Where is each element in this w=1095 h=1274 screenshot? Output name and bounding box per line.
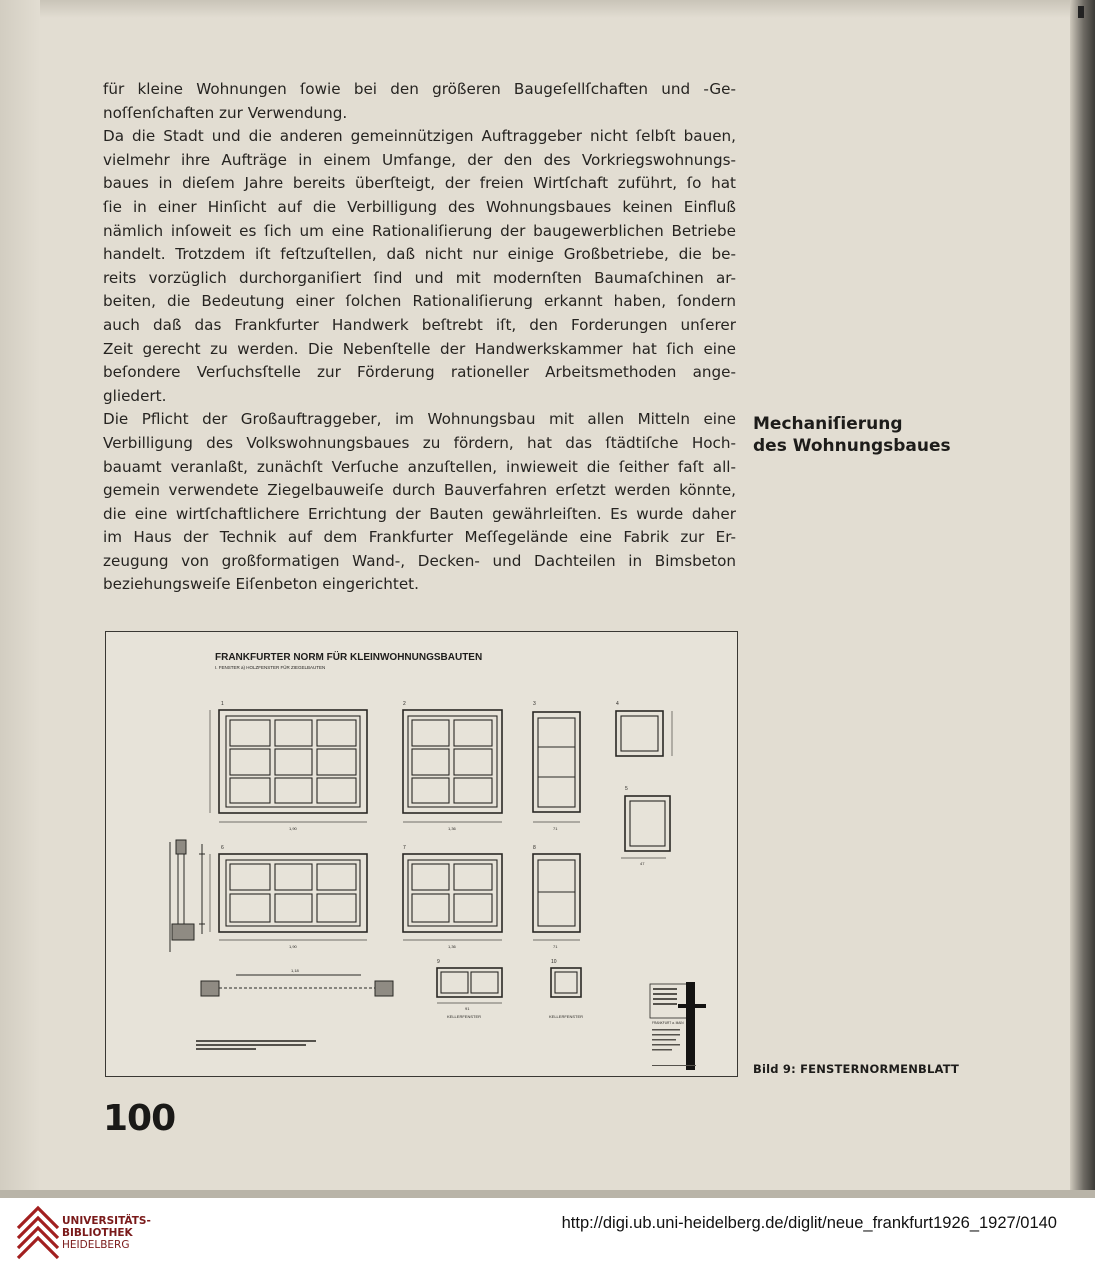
window-7-frame (403, 854, 502, 932)
page-shadow (0, 0, 1095, 18)
text-line: nämlich inſoweit es ſich um eine Rationaliſierung der baugewerblichen Betriebe (103, 221, 736, 240)
window-number: 8 (533, 845, 536, 851)
stamp-text: FRANKFURT a. MAIN (652, 1021, 684, 1025)
text-line: gemein verwendete Ziegelbauweiſe durch Bauverfahren erſetzt werden könnte, (103, 481, 736, 500)
figure-subtitle: I. FENSTER a) HOLZFENSTER FÜR ZIEGELBAUTEN (215, 665, 326, 670)
university-library-logo-icon (12, 1202, 62, 1264)
window-1-frame (219, 710, 367, 813)
text-line: ſie in einer Hinſicht auf die Verbilligung des Wohnungsbaues keinen Einfluß (103, 197, 736, 216)
margin-heading (753, 413, 951, 457)
source-url[interactable]: http://digi.ub.uni-heidelberg.de/diglit/neue_frankfurt1926_1927/0140 (561, 1214, 1057, 1232)
text-line: für kleine Wohnungen ſowie bei den größeren Baugeſellſchaften und -Ge- (103, 80, 736, 98)
window-8-frame (533, 854, 580, 932)
book-binding (1070, 0, 1095, 1198)
window-2-frame (403, 710, 502, 813)
text-line: bauamt veranlaßt, zunächſt Verſuche anzuſtellen, inwieweit die ſeither faſt all- (103, 457, 736, 476)
text-line: handelt. Trotzdem iſt feſtzuſtellen, daß nicht nur einige Großbetriebe, die be- (103, 245, 736, 264)
cellar-window-label: KELLERFENSTER (447, 1014, 482, 1019)
figure-caption: Bild 9: FENSTERNORMENBLATT (753, 1062, 960, 1076)
text-line: zeugung von großformatigen Wand-, Decken- und Dachteilen in Bimsbeton (103, 551, 736, 570)
window-number: 4 (616, 701, 619, 707)
text-line: beſondere Verſuchsſtelle zur Förderung rationeller Arbeitsmethoden ange- (103, 363, 736, 382)
figure-title: FRANKFURTER NORM FÜR KLEINWOHNUNGSBAUTEN (215, 652, 483, 663)
dimension-label: 71 (553, 826, 558, 831)
title-stamp (650, 982, 706, 1070)
window-number: 3 (533, 701, 536, 707)
window-number: 9 (437, 959, 440, 965)
page-bottom-edge (0, 1190, 1095, 1198)
text-line: auch daß das Frankfurter Handwerk beſtrebt iſt, den Forderungen unſerer (103, 315, 736, 334)
text-line: Die Pflicht der Großauftraggeber, im Wohnungsbau mit allen Mitteln eine (103, 410, 736, 429)
window-number: 1 (221, 701, 224, 707)
window-number: 10 (551, 959, 557, 965)
dimension-label: 47 (640, 861, 645, 866)
text-line: baues in dieſem Jahre bereits überſteigt, der freien Wirtſchaft zuführt, ſo hat (103, 174, 736, 193)
window-5-frame (625, 796, 670, 851)
text-line: Verbilligung des Volkswohnungsbaues zu fördern, hat das ſtädtiſche Hoch- (103, 433, 736, 452)
dimension-label: 1,90 (289, 826, 297, 831)
text-line: beziehungsweiſe Eiſenbeton eingerichtet. (103, 575, 419, 594)
window-drawing (106, 632, 737, 1076)
institution-line: UNIVERSITÄTS- (62, 1215, 151, 1227)
text-line: Da die Stadt und die anderen gemeinnützigen Auftraggeber nicht ſelbſt bauen, (103, 127, 736, 146)
window-number: 6 (221, 845, 224, 851)
text-line: vielmehr ihre Aufträge in einem Umfange, der den des Vorkriegswohnungs- (103, 150, 736, 169)
dimension-label: 91 (465, 1006, 470, 1011)
text-line: reits vorzüglich durchorganiſiert ſind und mit modernſten Baumaſchinen ar- (103, 268, 736, 287)
dimension-label: 1,18 (291, 968, 299, 973)
margin-heading-line: Mechaniſierung (753, 414, 903, 434)
institution-line: HEIDELBERG (62, 1239, 130, 1251)
body-text (103, 78, 736, 597)
window-number: 5 (625, 786, 628, 792)
dimension-label: 1,36 (448, 944, 456, 949)
page-edge (0, 0, 40, 1198)
cellar-window-label: KELLERFENSTER (549, 1014, 584, 1019)
text-line: gliedert. (103, 386, 167, 405)
dimension-label: 71 (553, 944, 558, 949)
window-3-frame (533, 712, 580, 812)
institution-line: BIBLIOTHEK (62, 1227, 133, 1239)
dimension-label: 1,36 (448, 826, 456, 831)
dimension-label: 1,90 (289, 944, 297, 949)
margin-heading-line: des Wohnungsbaues (753, 436, 951, 456)
window-4-frame (616, 711, 663, 756)
text-line: im Haus der Technik auf dem Frankfurter Meſſegelände eine Fabrik zur Er- (103, 528, 736, 547)
window-number: 7 (403, 845, 406, 851)
window-norm-sheet-figure (105, 631, 738, 1077)
window-number: 2 (403, 701, 406, 707)
text-line: beiten, die Bedeutung einer ſolchen Rationaliſierung erkannt haben, ſondern (103, 292, 736, 311)
institution-name (62, 1215, 151, 1251)
text-line: Zeit gerecht zu werden. Die Nebenſtelle der Handwerkskammer hat ſich eine (103, 339, 736, 358)
text-line: die eine wirtſchaftlichere Errichtung der Bauten gewährleiſten. Es wurde daher (103, 504, 736, 523)
page-number: 100 (103, 1098, 176, 1139)
window-6-frame (219, 854, 367, 932)
text-line: noſſenſchaften zur Verwendung. (103, 103, 348, 122)
